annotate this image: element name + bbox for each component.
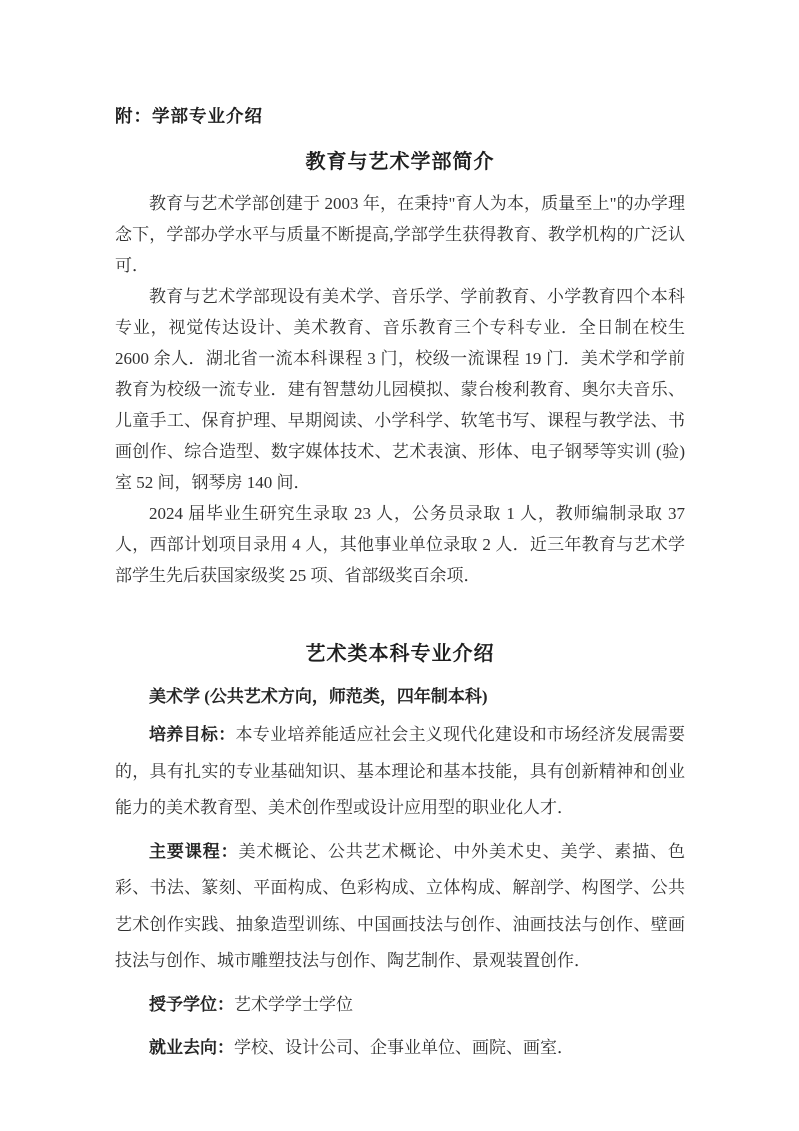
major-degree-text: 艺术学学士学位: [234, 994, 353, 1014]
overview-section-heading: 教育与艺术学部简介: [305, 151, 495, 173]
majors-section-heading: 艺术类本科专业介绍: [305, 643, 495, 665]
overview-paragraph-2: 教育与艺术学部现设有美术学、音乐学、学前教育、小学教育四个本科专业，视觉传达设计、美术教育、音乐教育三个专科专业．全日制在校生 2600 余人．湖北省一流本科课程 3 门，校级一流课程 19 门．美术学和学前教育为校级一流专业．建有智慧幼儿园模拟、蒙台梭利教育、奥尔夫音乐、儿童手工、保育护理、早期阅读、小学科学、软笔书写、课程与教学法、书画创作、综合造型、数字媒体技术、艺术表演、形体、电子钢琴等实训 (验)室 52 间，钢琴房 140 间．: [115, 287, 685, 492]
major-goal-paragraph: [115, 717, 685, 827]
major-courses-text: 美术概论、公共艺术概论、中外美术史、美学、素描、色彩、书法、篆刻、平面构成、色彩构成、立体构成、解剖学、构图学、公共艺术创作实践、抽象造型训练、中国画技法与创作、油画技法与创作、壁画技法与创作、城市雕塑技法与创作、陶艺制作、景观装置创作．: [115, 841, 686, 970]
major-goal-label: 培养目标：: [149, 725, 236, 744]
attachment-title: 附：学部专业介绍: [115, 106, 263, 126]
major-employment-paragraph: [115, 1030, 685, 1067]
major-goal-text: 本专业培养能适应社会主义现代化建设和市场经济发展需要的，具有扎实的专业基础知识、基本理论和基本技能，具有创新精神和创业能力的美术教育型、美术创作型或设计应用型的职业化人才．: [115, 725, 685, 817]
major-employment-label: 就业去向：: [149, 1038, 234, 1057]
document-content: [115, 0, 685, 1067]
overview-paragraph-1: 教育与艺术学部创建于 2003 年，在秉持"育人为本，质量至上"的办学理念下，学部办学水平与质量不断提高,学部学生获得教育、教学机构的广泛认可．: [115, 194, 685, 275]
major-courses-paragraph: [115, 834, 685, 980]
major-employment-text: 学校、设计公司、企事业单位、画院、画室．: [234, 1038, 574, 1057]
major-degree-paragraph: [115, 987, 685, 1024]
major-courses-label: 主要课程：: [149, 841, 239, 861]
overview-paragraph-3: 2024 届毕业生研究生录取 23 人，公务员录取 1 人，教师编制录取 37 人，西部计划项目录用 4 人，其他事业单位录取 2 人．近三年教育与艺术学部学生先后获国家级奖 25 项、省部级奖百余项．: [115, 504, 685, 585]
major-degree-label: 授予学位：: [149, 994, 234, 1014]
major-title: 美术学 (公共艺术方向，师范类，四年制本科): [149, 687, 488, 706]
